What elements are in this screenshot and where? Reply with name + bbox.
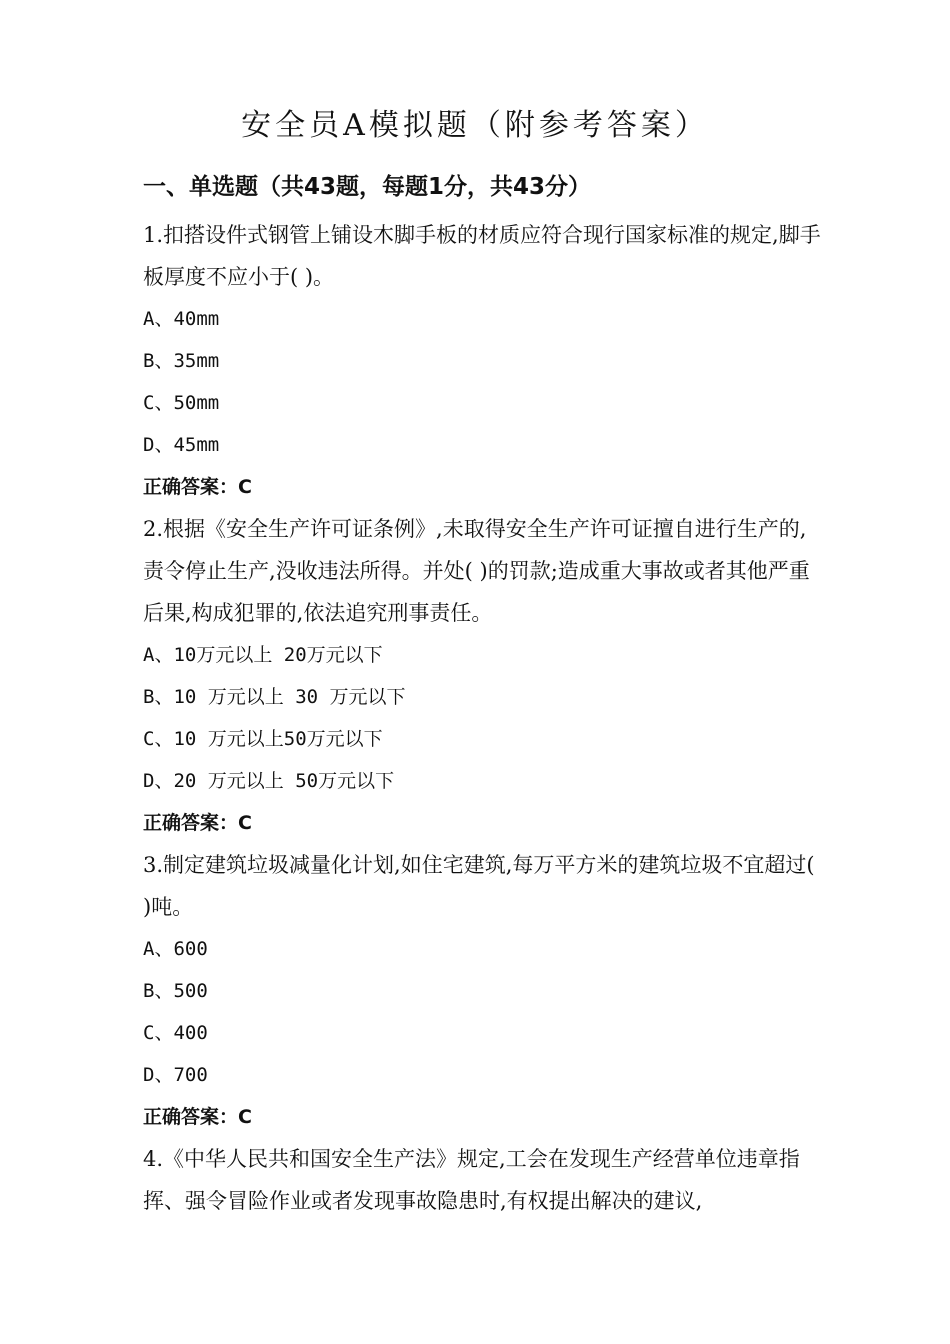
option-a: A、600 — [143, 938, 208, 960]
option-a: A、40mm — [143, 308, 220, 330]
option-d: D、700 — [143, 1064, 208, 1086]
question-4 — [143, 1138, 823, 1222]
question-stem: 1.扣搭设件式钢管上铺设木脚手板的材质应符合现行国家标准的规定,脚手板厚度不应小于( )。 — [143, 223, 821, 289]
option-b: B、10 万元以上 30 万元以下 — [143, 686, 406, 708]
option-c: C、10 万元以上50万元以下 — [143, 728, 383, 750]
question-stem: 3.制定建筑垃圾减量化计划,如住宅建筑,每万平方米的建筑垃圾不宜超过( )吨。 — [143, 853, 815, 919]
option-a: A、10万元以上 20万元以下 — [143, 644, 383, 666]
option-d: D、20 万元以上 50万元以下 — [143, 770, 395, 792]
question-stem: 2.根据《安全生产许可证条例》,未取得安全生产许可证擅自进行生产的,责令停止生产,没收违法所得。并处( )的罚款;造成重大事故或者其他严重后果,构成犯罪的,依法追究刑事责任。 — [143, 517, 810, 625]
question-1 — [143, 214, 823, 508]
question-stem: 4.《中华人民共和国安全生产法》规定,工会在发现生产经营单位违章指挥、强令冒险作业或者发现事故隐患时,有权提出解决的建议, — [143, 1147, 800, 1213]
correct-answer: 正确答案：C — [143, 1106, 252, 1128]
question-3 — [143, 844, 823, 1138]
correct-answer: 正确答案：C — [143, 476, 252, 498]
option-c: C、400 — [143, 1022, 208, 1044]
option-c: C、50mm — [143, 392, 220, 414]
option-b: B、500 — [143, 980, 208, 1002]
question-2 — [143, 508, 823, 844]
option-b: B、35mm — [143, 350, 220, 372]
document-title: 安全员A模拟题（附参考答案） — [241, 108, 709, 143]
option-d: D、45mm — [143, 434, 220, 456]
correct-answer: 正确答案：C — [143, 812, 252, 834]
section-heading: 一、单选题（共43题，每题1分，共43分） — [143, 174, 592, 200]
question-list — [143, 214, 823, 1222]
